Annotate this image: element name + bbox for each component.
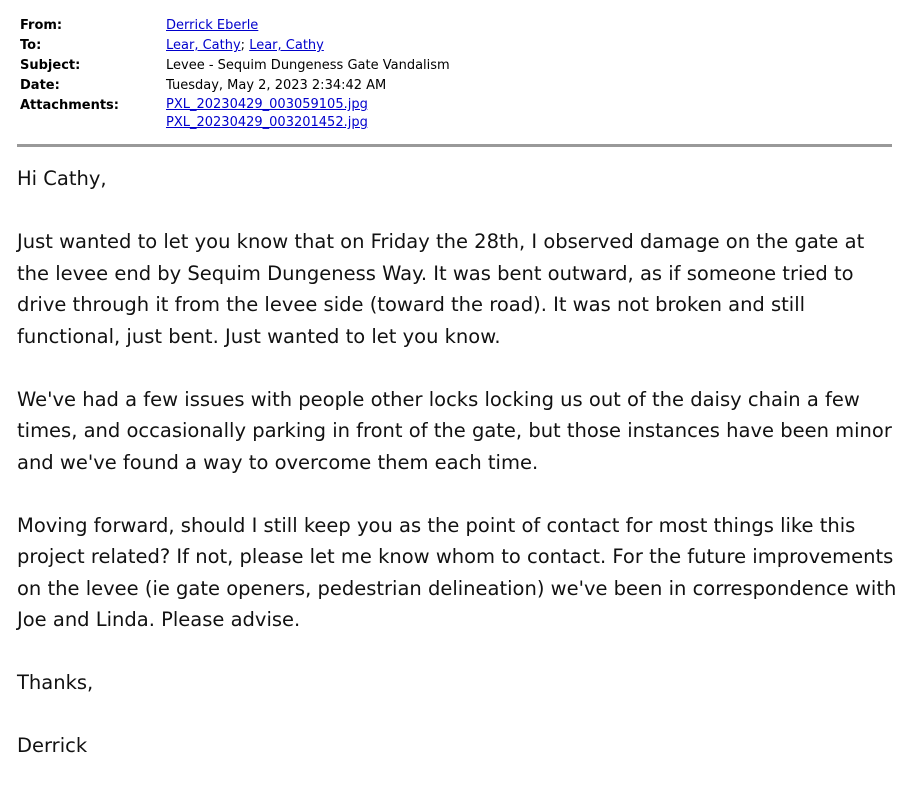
- attachments-list: [166, 96, 368, 132]
- recipient-link[interactable]: Lear, Cathy: [166, 38, 241, 53]
- body-paragraph: Just wanted to let you know that on Friday the 28th, I observed damage on the gate at the levee end by Sequim Dungeness Way. It was bent outward, as if someone tried to drive through it from the levee side (toward the road). It was not broken and still functional, just bent. Just wanted to let you know.: [17, 230, 865, 348]
- attachment-link[interactable]: PXL_20230429_003201452.jpg: [166, 115, 368, 130]
- greeting: Hi Cathy,: [17, 167, 107, 190]
- from-label: From:: [20, 18, 63, 33]
- to-label: To:: [20, 38, 42, 53]
- body-paragraph: Moving forward, should I still keep you as the point of contact for most things like this project related? If not, please let me know whom to contact. For the future improvements on the levee (ie gate openers, pedestrian delineation) we've been in correspondence with Joe and Linda. Please advise.: [17, 513, 897, 631]
- closing: Thanks,: [17, 671, 94, 694]
- email-body: [17, 163, 897, 793]
- recipient-separator: ;: [240, 38, 246, 53]
- signature: Derrick: [17, 734, 88, 757]
- sender-link[interactable]: Derrick Eberle: [166, 18, 259, 33]
- header-divider: [17, 144, 892, 147]
- attachment-link[interactable]: PXL_20230429_003059105.jpg: [166, 97, 368, 112]
- body-paragraph: We've had a few issues with people other locks locking us out of the daisy chain a few times, and occasionally parking in front of the gate, but those instances have been minor and we've found a way to overcome them each time.: [17, 387, 892, 474]
- from-value: [166, 16, 258, 36]
- attachments-label: Attachments:: [20, 98, 119, 113]
- to-value: [166, 36, 324, 56]
- subject-value: Levee - Sequim Dungeness Gate Vandalism: [166, 58, 450, 73]
- date-label: Date:: [20, 78, 60, 93]
- date-value: Tuesday, May 2, 2023 2:34:42 AM: [166, 78, 387, 93]
- recipient-link[interactable]: Lear, Cathy: [249, 38, 324, 53]
- subject-label: Subject:: [20, 58, 81, 73]
